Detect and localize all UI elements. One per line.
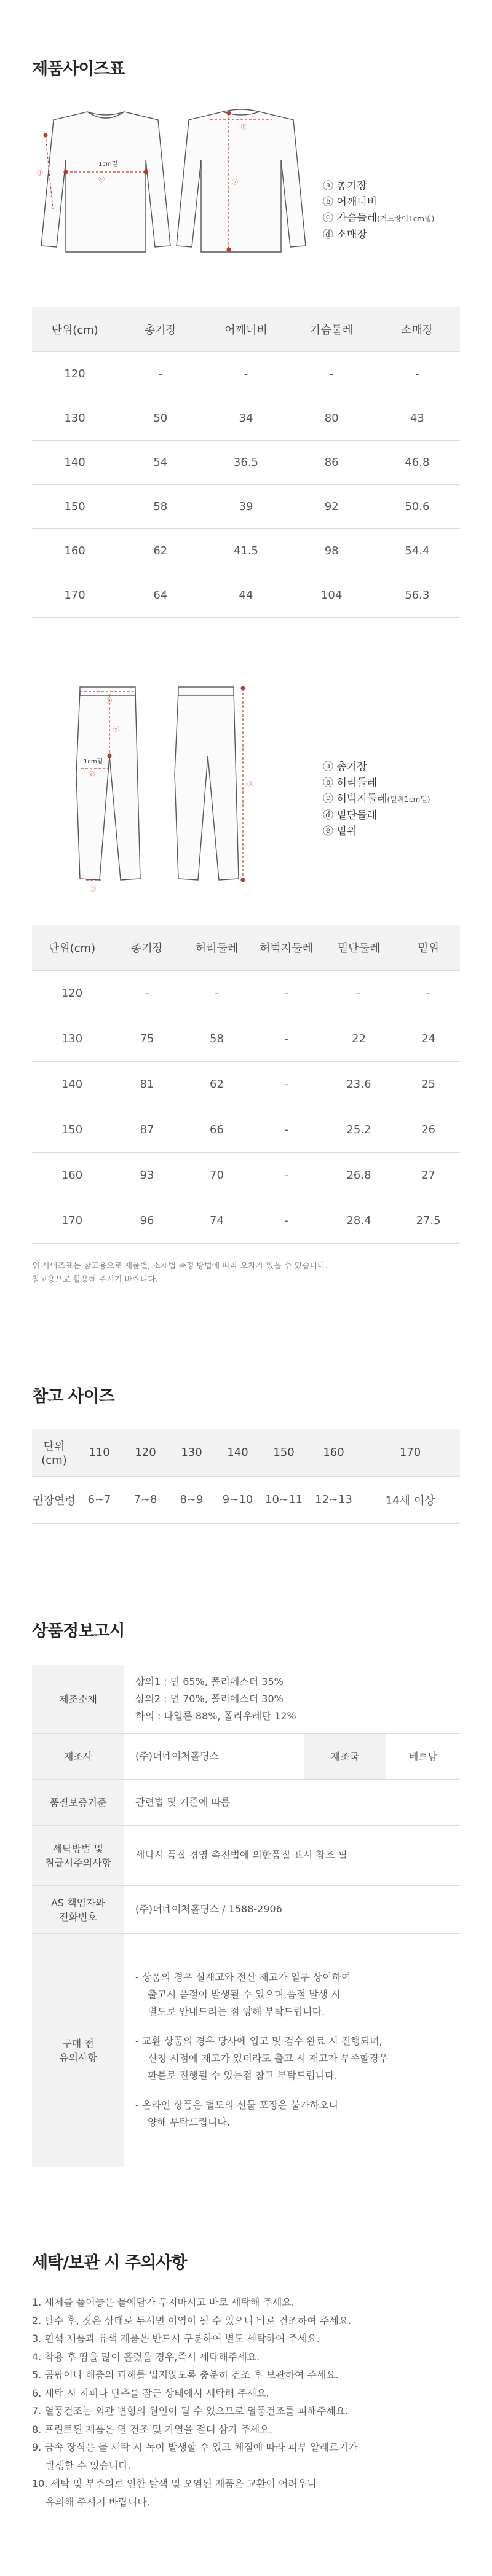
- table-header: 허리둘레: [182, 925, 252, 970]
- top-legend-item: ⓓ 소매장: [323, 229, 367, 241]
- table-row: 세탁방법 및 취급시주의사항 세탁시 품질 경영 촉진법에 의한품질 표시 참조 필: [32, 1825, 460, 1885]
- bottom-size-table: [32, 925, 460, 1244]
- reference-size-table: [32, 1429, 460, 1524]
- svg-text:ⓐ: ⓐ: [247, 782, 253, 788]
- svg-text:ⓓ: ⓓ: [37, 170, 43, 177]
- table-row: 170 96 74 - 28.4 27.5: [32, 1198, 460, 1243]
- top-legend-item: ⓒ 가슴둘레(겨드랑이1cm밑): [323, 212, 435, 224]
- table-header: 170: [360, 1429, 460, 1476]
- bottom-diagram-point-label: 1cm밑: [84, 758, 103, 765]
- product-info-title: 상품정보고시: [32, 1622, 125, 1641]
- bottom-legend: [323, 759, 430, 839]
- table-header: 밑위: [397, 925, 460, 970]
- table-header: 소매장: [375, 307, 460, 351]
- table-header: 160: [307, 1429, 360, 1476]
- table-row: 150 58 39 92 50.6: [32, 484, 460, 528]
- table-row: 160 62 41.5 98 54.4: [32, 528, 460, 573]
- bottom-legend-item: ⓒ 허벅지둘레(밑위1cm밑): [323, 793, 430, 805]
- table-row: 170 64 44 104 56.3: [32, 573, 460, 617]
- list-item: 3. 흰색 제품과 유색 제품은 반드시 구분하여 별도 세탁하여 주세요.: [32, 2333, 320, 2344]
- svg-text:ⓐ: ⓐ: [232, 179, 238, 186]
- list-item: 10. 세탁 및 부주의로 인한 탈색 및 오염된 제품은 교환이 어려우니 유의해 주시기 바랍니다.: [32, 2478, 317, 2508]
- table-row: 150 87 66 - 25.2 26: [32, 1107, 460, 1152]
- table-row: 130 75 58 - 22 24: [32, 1016, 460, 1061]
- size-chart-title: 제품사이즈표: [32, 60, 125, 79]
- list-item: 5. 곰팡이나 해충의 피해를 입지않도록 충분히 건조 후 보관하여 주세요.: [32, 2369, 339, 2381]
- table-header: 140: [215, 1429, 261, 1476]
- top-size-diagram: [32, 104, 315, 264]
- table-header: 어깨너비: [203, 307, 288, 351]
- svg-text:ⓑ: ⓑ: [241, 124, 247, 131]
- table-header: 단위(cm): [32, 925, 112, 970]
- top-legend-item: ⓑ 어깨너비: [323, 196, 378, 208]
- top-size-table: [32, 307, 460, 618]
- table-row: 권장연령 6~7 7~8 8~9 9~10 10~11 12~13 14세 이상: [32, 1476, 460, 1523]
- care-title: 세탁/보관 시 주의사항: [32, 2253, 187, 2272]
- list-item: 4. 착용 후 땀을 많이 흘렸을 경우,즉시 세탁해주세요.: [32, 2350, 260, 2363]
- svg-text:ⓑ: ⓑ: [106, 698, 112, 705]
- table-row: 품질보증기준 관련법 및 기준에 따름: [32, 1779, 460, 1825]
- table-row: 제조소재 상의1 : 면 65%, 폴리에스터 35% 상의2 : 면 70%, 폴리에스터 30% 하의 : 나일론 88%, 폴리우레탄 12%: [32, 1665, 460, 1733]
- bottom-legend-item: ⓓ 밑단둘레: [323, 809, 378, 822]
- table-row: 120 - - - - -: [32, 970, 460, 1016]
- purchase-caution: - 상품의 경우 실재고와 전산 재고가 일부 상이하여 출고시 품절이 발생될 수 있으며,품절 발생 시 별도로 안내드리는 점 양해 부탁드립니다. - 교환 상품의 경우 당사에 입고 및 검수 완료 시 진행되며, 신청 시점에 재고가 있더라도 출고 시 재고가 부족할경우 환불로 진행될 수 있는점 참고 부탁드립니다. - 온라인 상품은 별도의 선물 포장은 불가하오니 양해 부탁드립니다.: [124, 1933, 460, 2167]
- list-item: 9. 금속 장식은 물 세탁 시 녹이 발생할 수 있고 체질에 따라 피부 알레르기가 발생할 수 있습니다.: [32, 2441, 358, 2472]
- table-header: 130: [169, 1429, 215, 1476]
- list-item: 7. 열풍건조는 외관 변형의 원인이 될 수 있으므로 열풍건조를 피해주세요.: [32, 2405, 349, 2417]
- table-header: 총기장: [117, 307, 203, 351]
- table-header: 허벅지둘레: [252, 925, 321, 970]
- top-diagram-point-label: 1cm밑: [98, 161, 118, 168]
- svg-text:ⓒ: ⓒ: [89, 772, 95, 779]
- table-row: 140 81 62 - 23.6 25: [32, 1061, 460, 1107]
- care-list: [32, 2293, 358, 2511]
- list-item: 1. 세제를 풀어놓은 물에담가 두지마시고 바로 세탁해 주세요.: [32, 2296, 295, 2308]
- bottom-size-diagram: [68, 682, 264, 897]
- list-item: 2. 탈수 후, 젖은 상태로 두시면 이염이 될 수 있으니 바로 건조하여 주세요.: [32, 2314, 352, 2327]
- table-header: 150: [261, 1429, 307, 1476]
- table-row: 제조사 (주)더네이처홀딩스 제조국 베트남: [32, 1733, 460, 1779]
- table-row: 160 93 70 - 26.8 27: [32, 1152, 460, 1198]
- table-header: 110: [76, 1429, 122, 1476]
- list-item: 8. 프린트된 제품은 열 건조 및 가열을 절대 삼가 주세요.: [32, 2423, 272, 2435]
- product-info-table: [32, 1665, 460, 2167]
- table-header: 120: [122, 1429, 169, 1476]
- top-legend-item: ⓐ 총기장: [323, 180, 367, 192]
- svg-text:ⓒ: ⓒ: [98, 176, 105, 183]
- table-row: 130 50 34 80 43: [32, 396, 460, 440]
- table-row: 120 - - - -: [32, 351, 460, 396]
- bottom-legend-item: ⓔ 밑위: [323, 825, 357, 838]
- svg-text:ⓔ: ⓔ: [113, 726, 119, 733]
- size-chart-note: 위 사이즈표는 참고용으로 제품별, 소재별 측정 방법에 따라 오차가 있을 수 있습니다. 참고용으로 활용해 주시기 바랍니다.: [32, 1262, 328, 1284]
- table-header: 단위(cm): [32, 1429, 76, 1476]
- table-row: AS 책임자와 전화번호 (주)더네이처홀딩스 / 1588-2906: [32, 1885, 460, 1933]
- table-row: 구매 전 유의사항 - 상품의 경우 실재고와 전산 재고가 일부 상이하여 출고시 품절이 발생될 수 있으며,품절 발생 시 별도로 안내드리는 점 양해 부탁드립니다. - 교환 상품의 경우 당사에 입고 및 검수 완료 시 진행되며, 신청 시점에 재고가 있더라도 출고 시 재고가 부족할경우 환불로 진행될 수 있는점 참고 부탁드립니다. - 온라인 상품은 별도의 선물 포장은 불가하오니 양해 부탁드립니다.: [32, 1933, 460, 2167]
- table-row: 140 54 36.5 86 46.8: [32, 440, 460, 484]
- list-item: 6. 세탁 시 지퍼나 단추를 잠근 상태에서 세탁해 주세요.: [32, 2387, 269, 2399]
- svg-text:ⓓ: ⓓ: [90, 886, 96, 893]
- table-header: 가슴둘레: [289, 307, 375, 351]
- table-header: 총기장: [112, 925, 182, 970]
- table-header: 밑단둘레: [321, 925, 397, 970]
- reference-size-title: 참고 사이즈: [32, 1387, 114, 1406]
- top-legend: [323, 178, 434, 243]
- material-value: 상의1 : 면 65%, 폴리에스터 35% 상의2 : 면 70%, 폴리에스터 30% 하의 : 나일론 88%, 폴리우레탄 12%: [124, 1665, 460, 1733]
- table-header: 단위(cm): [32, 307, 117, 351]
- bottom-legend-item: ⓐ 총기장: [323, 761, 367, 773]
- bottom-legend-item: ⓑ 허리둘레: [323, 777, 378, 789]
